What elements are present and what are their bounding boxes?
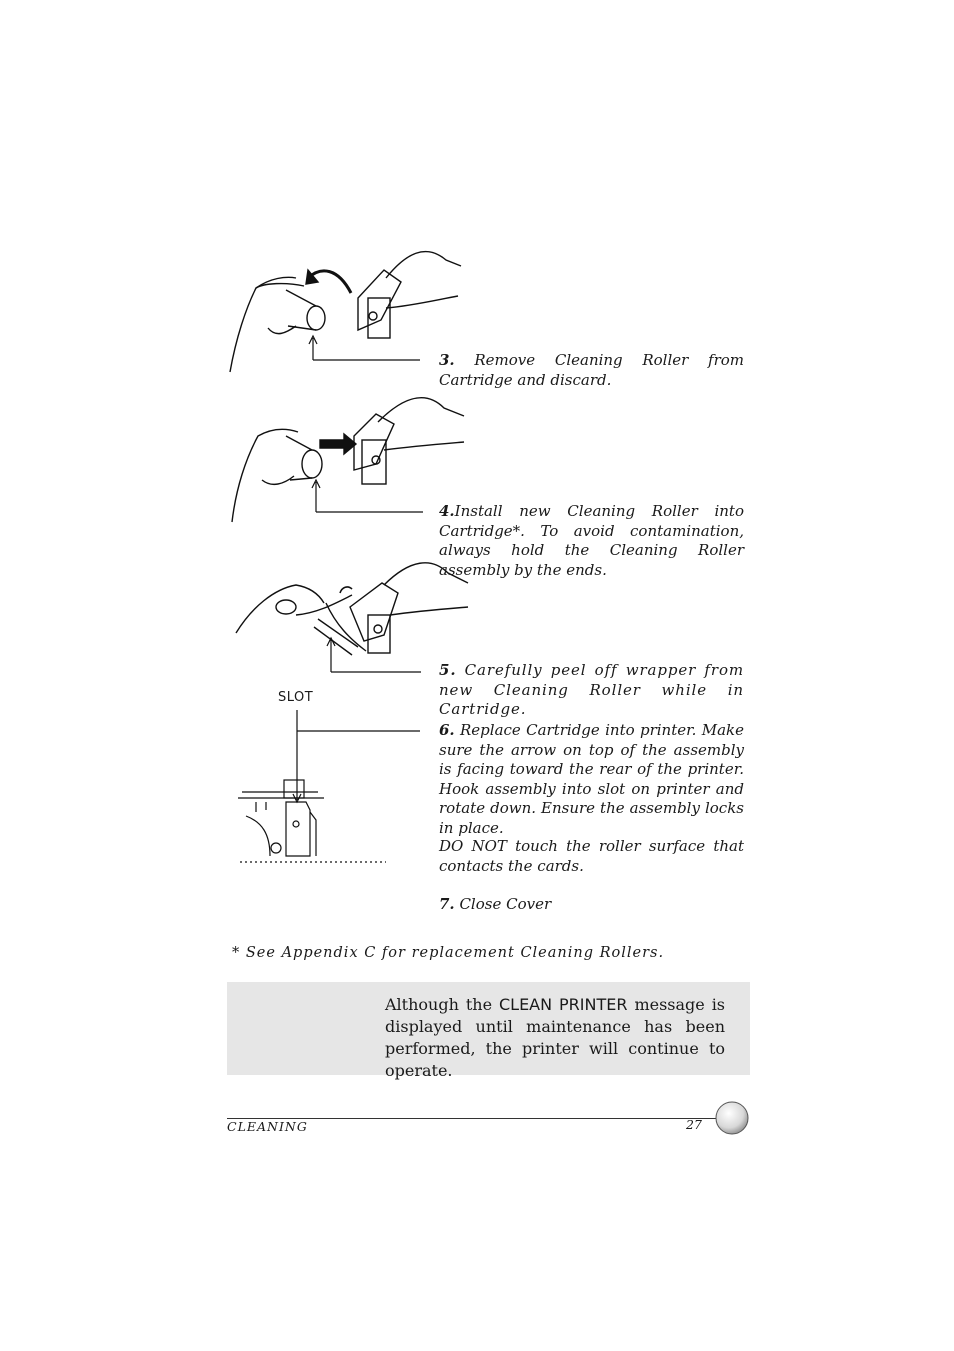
leader-line-step-4 [308,478,428,518]
step-7-number: 7. [439,895,455,913]
footnote: * See Appendix C for replacement Cleaning Rollers. [232,945,665,961]
step-3-text [439,351,744,390]
step-5-number: 5. [439,661,457,679]
note-text-after: message is displayed until maintenance has been performed, the printer will continue to operate. [385,995,726,1080]
step-7-description: Close Cover [454,895,552,913]
step-6-number: 6. [439,721,455,739]
step-3-number: 3. [439,351,455,369]
note-box [227,982,750,1080]
step-6-description: Replace Cartridge into printer. Make sure the arrow on top of the assembly is facing toward the rear of the printer. Hook assembly into slot on printer and rotate down. Ensure the assembly locks in place. [439,721,744,837]
step-7-text [439,895,744,915]
warning-text: DO NOT touch the roller surface that contacts the cards. [439,837,744,875]
step-4-number: 4. [439,502,455,520]
illustration-printer-slot [236,772,391,867]
step-5-description: Carefully peel off wrapper from new Cleaning Roller while in Cartridge. [439,661,744,718]
note-message-name: CLEAN PRINTER [498,995,628,1014]
page-tab-circle-icon [715,1101,749,1135]
note-text [385,994,725,1082]
note-text-before: Although the [385,995,499,1014]
footer-section-title: CLEANING [227,1119,308,1134]
step-4-text [439,502,744,580]
leader-line-step-3 [305,334,425,364]
step-3-description: Remove Cleaning Roller from Cartridge and discard. [439,351,744,389]
step-4-description: Install new Cleaning Roller into Cartridge*. To avoid contamination, always hold the Cleaning Roller assembly by the ends. [439,502,744,579]
leader-line-step-5 [325,636,425,676]
page-number: 27 [686,1117,702,1132]
slot-label: SLOT [278,690,314,705]
step-5-text [439,661,744,720]
step-6-text [439,721,744,838]
